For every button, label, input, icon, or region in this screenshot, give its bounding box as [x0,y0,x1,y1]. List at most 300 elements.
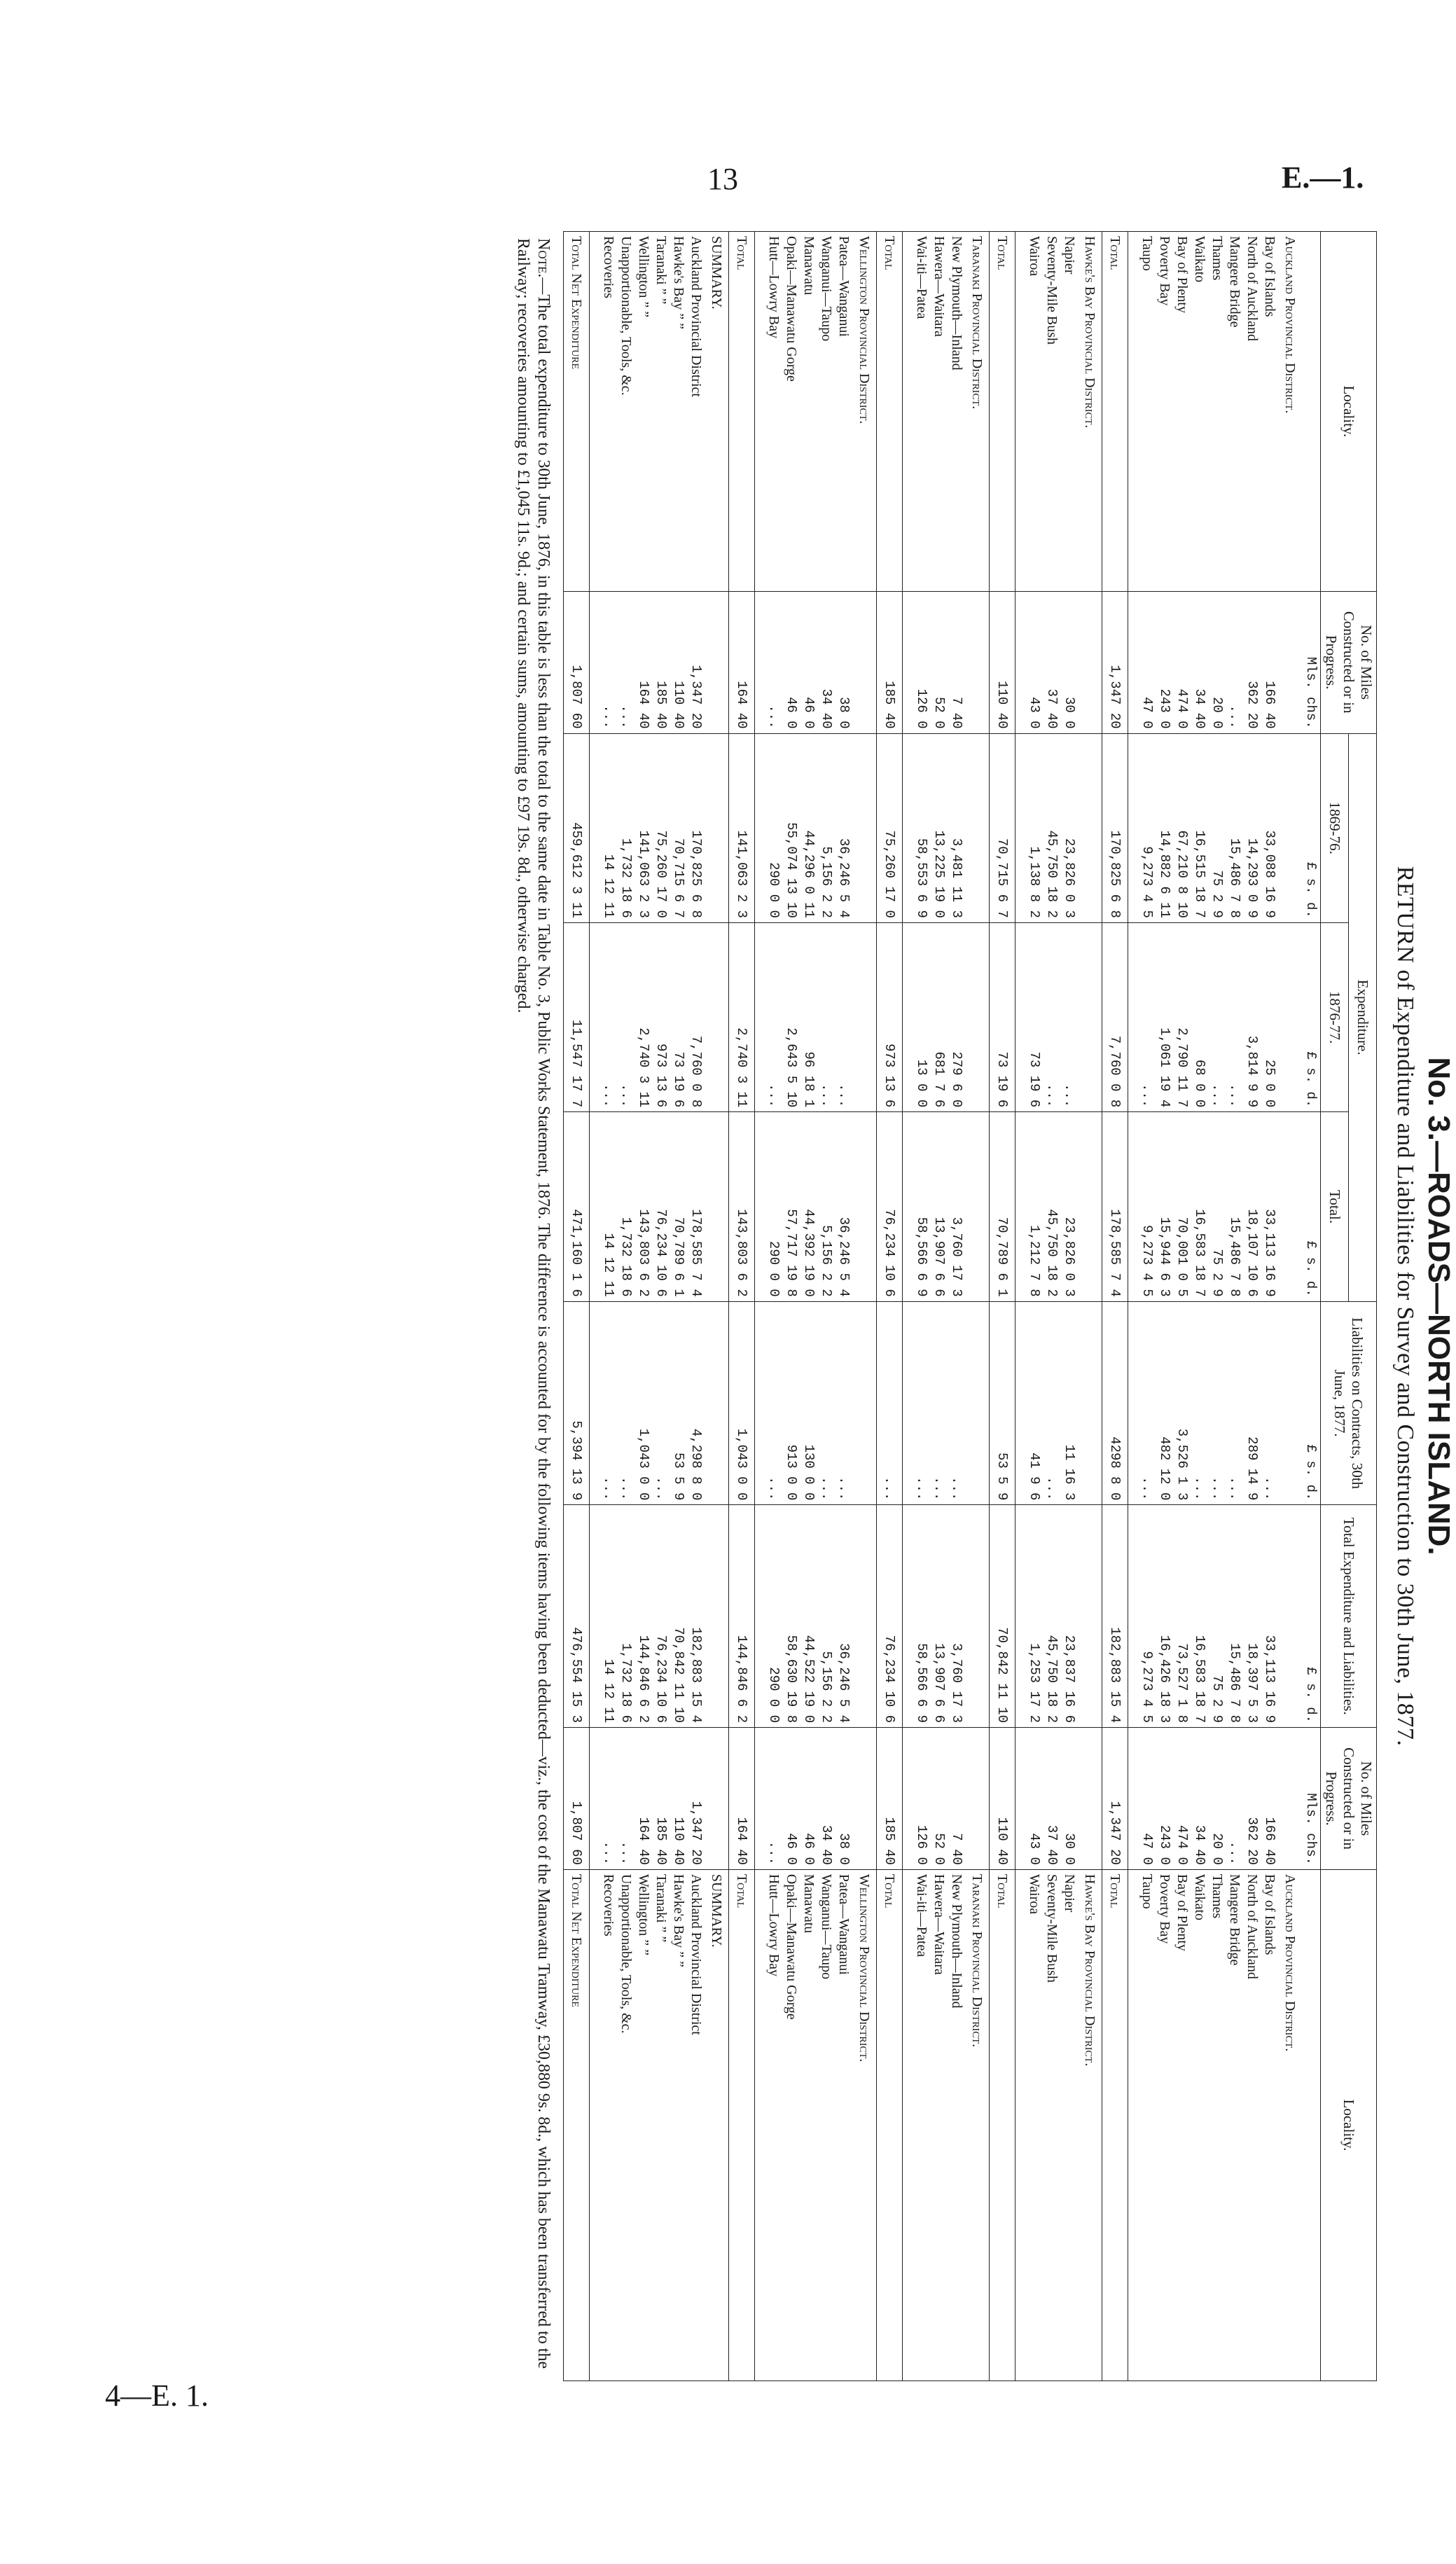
locality-cell: Napier [1060,232,1078,592]
expenditure-1876-77-cell: ... [1226,922,1243,1111]
locality-cell: Manawatu [800,232,817,592]
miles-cell: 1,347 20 [687,591,705,733]
unit-label: £ s. d. [1302,733,1321,922]
miles-cell-right: ... [617,1728,635,1870]
empty-cell [705,591,729,733]
locality-cell-right: Napier [1060,1869,1078,2381]
total-locality-cell-right: Total Net Expenditure [564,1869,590,2381]
section-heading: Wellington Provincial District. [852,1869,877,2381]
expenditure-1876-77-cell: ... [617,922,635,1111]
spacer-row [1128,232,1139,2381]
section-heading: Hawke's Bay Provincial District. [1078,232,1102,592]
liabilities-cell: ... [913,1301,930,1505]
expenditure-1869-76-cell: 75 2 9 [1208,733,1226,922]
liabilities-cell: 289 14 9 [1243,1301,1261,1505]
total-expenditure-liabilities-cell: 45,750 18 2 [1043,1505,1060,1728]
total-expenditure-liabilities-cell: 33,113 16 9 [1261,1505,1278,1728]
locality-cell-right: New Plymouth—Inland [948,1869,965,2381]
total-expenditure-liabilities-cell: 75 2 9 [1208,1505,1226,1728]
expenditure-1869-76-cell: 67,210 8 10 [1173,733,1191,922]
liabilities-cell: 913 0 0 [782,1301,800,1505]
miles-cell: 37 40 [1043,591,1060,733]
section-heading: Hawke's Bay Provincial District. [1078,1869,1102,2381]
units-row [1302,232,1321,2381]
expenditure-total-cell: 23,826 0 3 [1060,1112,1078,1301]
period-1869-76-header: 1869-76. [1321,733,1349,922]
total-expenditure-liabilities-cell: 1,253 17 2 [1025,1505,1043,1728]
locality-cell-right: Bay of Islands [1261,1869,1278,2381]
section-heading-row [1278,232,1302,2381]
empty-cell [965,1728,990,1870]
locality-cell-right: Seventy-Mile Bush [1043,1869,1060,2381]
section-heading-row [852,232,877,2381]
total-locality-cell-right: Total [990,1869,1015,2381]
locality-cell: Recoveries [599,232,617,592]
locality-cell: Waikato [1191,232,1208,592]
liabilities-cell: ... [1138,1301,1156,1505]
expenditure-1869-76-cell: 1,732 18 6 [617,733,635,922]
locality-cell: Auckland Provincial District [687,232,705,592]
empty-cell [1128,922,1139,1111]
expenditure-1876-77-cell: 2,643 5 10 [782,922,800,1111]
expenditure-1869-76-cell: 44,296 0 11 [800,733,817,922]
unit-label: £ s. d. [1302,1301,1321,1505]
total-expenditure-1869-76-cell: 141,063 2 3 [729,733,755,922]
rotated-page-content [112,231,1456,2381]
expenditure-1876-77-cell: ... [1043,922,1060,1111]
section-heading: Taranaki Provincial District. [965,1869,990,2381]
expenditure-1876-77-cell: 73 19 6 [1025,922,1043,1111]
empty-cell [705,1505,729,1728]
miles-cell-right: 30 0 [1060,1728,1078,1870]
total-liabilities-cell: ... [877,1301,903,1505]
miles-cell: ... [599,591,617,733]
locality-cell: Wairoa [1025,232,1043,592]
miles-cell-right: 185 40 [652,1728,670,1870]
empty-cell [1078,1505,1102,1728]
empty-cell [1128,232,1139,592]
empty-cell [590,1112,600,1301]
liabilities-cell: ... [1226,1301,1243,1505]
empty-cell [1128,591,1139,733]
total-miles-cell: 1,807 60 [564,591,590,733]
locality-cell-right: Unapportionable, Tools, &c. [617,1869,635,2381]
empty-cell [1015,1869,1026,2381]
total-expenditure-total-cell: 143,803 6 2 [729,1112,755,1301]
miles-cell: 185 40 [652,591,670,733]
liabilities-cell: 41 9 6 [1025,1301,1043,1505]
expenditure-1876-77-cell: 7,760 0 8 [687,922,705,1111]
expenditure-1876-77-cell: 1,061 19 4 [1156,922,1173,1111]
total-expenditure-liabilities-cell: 16,583 18 7 [1191,1505,1208,1728]
locality-cell: Seventy-Mile Bush [1043,232,1060,592]
spacer-row [590,232,600,2381]
empty-cell [965,1505,990,1728]
miles-header-right: No. of Miles Constructed or in Progress. [1321,1728,1377,1870]
expenditure-total-cell: 75 2 9 [1208,1112,1226,1301]
miles-cell-right: 46 0 [800,1728,817,1870]
total-expenditure-total-cell: 178,585 7 4 [1102,1112,1128,1301]
empty-cell [1128,1728,1139,1870]
miles-cell-right: 43 0 [1025,1728,1043,1870]
total-expenditure-liabilities-cell: 16,426 18 3 [1156,1505,1173,1728]
expenditure-return-table [563,231,1377,2381]
locality-cell-right: Patea—Wanganui [835,1869,852,2381]
expenditure-1869-76-cell: 23,826 0 3 [1060,733,1078,922]
liabilities-cell: ... [599,1301,617,1505]
expenditure-total-header: Total. [1321,1112,1349,1301]
expenditure-1869-76-cell: 58,553 6 9 [913,733,930,922]
table-row [1191,232,1208,2381]
empty-cell [1015,1112,1026,1301]
locality-cell: Wellington ” ” [635,232,652,592]
miles-cell: 47 0 [1138,591,1156,733]
expenditure-total-cell: 178,585 7 4 [687,1112,705,1301]
empty-cell [903,1505,913,1728]
expenditure-total-cell: 45,750 18 2 [1043,1112,1060,1301]
empty-cell [1128,1301,1139,1505]
expenditure-1876-77-cell: ... [1060,922,1078,1111]
expenditure-total-cell: 1,212 7 8 [1025,1112,1043,1301]
miles-cell: 20 0 [1208,591,1226,733]
table-row [913,232,930,2381]
liabilities-cell: ... [1208,1301,1226,1505]
expenditure-1869-76-cell: 1,138 8 2 [1025,733,1043,922]
expenditure-1869-76-cell: 14 12 11 [599,733,617,922]
total-miles-cell: 110 40 [990,591,1015,733]
expenditure-1876-77-cell: 3,814 9 9 [1243,922,1261,1111]
total-liabilities-cell: 4298 8 0 [1102,1301,1128,1505]
empty-cell [755,922,765,1111]
expenditure-total-cell: 9,273 4 5 [1138,1112,1156,1301]
empty-cell [755,591,765,733]
total-total-expenditure-liabilities-cell: 70,842 11 10 [990,1505,1015,1728]
table-row [1060,232,1078,2381]
empty-cell [590,1728,600,1870]
miles-cell: ... [765,591,782,733]
total-liabilities-cell: 53 5 9 [990,1301,1015,1505]
total-total-expenditure-liabilities-cell: 144,846 6 2 [729,1505,755,1728]
locality-cell: Opaki—Manawatu Gorge [782,232,800,592]
total-expenditure-liabilities-header: Total Expenditure and Liabilities. [1321,1505,1377,1728]
expenditure-total-cell: 18,107 10 6 [1243,1112,1261,1301]
liabilities-cell: 11 16 3 [1060,1301,1078,1505]
empty-cell [755,1505,765,1728]
miles-cell-right: 166 40 [1261,1728,1278,1870]
expenditure-total-cell: 16,583 18 7 [1191,1112,1208,1301]
expenditure-total-cell: 14 12 11 [599,1112,617,1301]
empty-cell [705,922,729,1111]
empty-cell [1278,1301,1302,1505]
empty-cell [903,1112,913,1301]
miles-cell-right: 126 0 [913,1728,930,1870]
liabilities-cell: ... [817,1301,835,1505]
section-heading-row [1078,232,1102,2381]
empty-cell [903,591,913,733]
total-expenditure-liabilities-cell: 18,397 5 3 [1243,1505,1261,1728]
section-heading-row [965,232,990,2381]
miles-cell-right: 38 0 [835,1728,852,1870]
expenditure-1876-77-cell: 96 18 1 [800,922,817,1111]
total-expenditure-1869-76-cell: 170,825 6 8 [1102,733,1128,922]
expenditure-1876-77-cell: ... [1208,922,1226,1111]
total-total-expenditure-liabilities-cell: 476,554 15 3 [564,1505,590,1728]
total-expenditure-liabilities-cell: 58,630 19 8 [782,1505,800,1728]
locality-cell: North of Auckland [1243,232,1261,592]
liabilities-header: Liabilities on Contracts, 30th June, 1877. [1321,1301,1377,1505]
empty-cell [1015,922,1026,1111]
miles-cell: 474 0 [1173,591,1191,733]
expenditure-1869-76-cell: 14,882 6 11 [1156,733,1173,922]
expenditure-1869-76-cell: 290 0 0 [765,733,782,922]
empty-cell [903,922,913,1111]
miles-cell-right: 47 0 [1138,1728,1156,1870]
page-reference: E.—1. [1282,160,1364,195]
empty-cell [1015,591,1026,733]
empty-cell [705,1112,729,1301]
empty-cell [852,1112,877,1301]
page-title: No. 3.—ROADS—NORTH ISLAND. [1422,1057,1456,1555]
empty-cell [1278,922,1302,1111]
empty-cell [965,1301,990,1505]
miles-cell: 110 40 [670,591,687,733]
locality-cell: Bay of Islands [1261,232,1278,592]
total-total-expenditure-liabilities-cell: 76,234 10 6 [877,1505,903,1728]
expenditure-1876-77-cell: 25 0 0 [1261,922,1278,1111]
locality-cell: Taranaki ” ” [652,232,670,592]
expenditure-1869-76-cell: 170,825 6 8 [687,733,705,922]
total-expenditure-liabilities-cell: 23,837 16 6 [1060,1505,1078,1728]
table-row [1025,232,1043,2381]
section-heading: SUMMARY. [705,232,729,592]
empty-cell [1078,1301,1102,1505]
expenditure-total-cell: 1,732 18 6 [617,1112,635,1301]
total-expenditure-1869-76-cell: 75,260 17 0 [877,733,903,922]
empty-cell [1278,1505,1302,1728]
expenditure-1869-76-cell: 13,225 19 0 [930,733,948,922]
locality-cell-right: Mangere Bridge [1226,1869,1243,2381]
empty-cell [903,1301,913,1505]
empty-cell [852,591,877,733]
total-expenditure-1876-77-cell: 2,740 3 11 [729,922,755,1111]
miles-cell: 30 0 [1060,591,1078,733]
liabilities-cell: ... [652,1301,670,1505]
table-row [835,232,852,2381]
locality-cell-right: Hawke's Bay ” ” [670,1869,687,2381]
expenditure-1876-77-cell: 68 0 0 [1191,922,1208,1111]
total-miles-cell-right: 164 40 [729,1728,755,1870]
table-row [1243,232,1261,2381]
miles-cell-right: 164 40 [635,1728,652,1870]
liabilities-cell: 3,526 1 3 [1173,1301,1191,1505]
table-row [599,232,617,2381]
table-row [687,232,705,2381]
empty-cell [590,733,600,922]
footnote-text: —The total expenditure to 30th June, 1876, in this table is less than the total to the same date in Table No. 3, Public Works Statement, 1876. The difference is accounted for by the following items having been deducted—viz., the cost of the Manawatu Tramway, £30,880 9s. 8d., which has been transferred to the Railway; recoveries amounting to £1,045 11s. 9d.; and certain sums, amounting to £97 19s. 8d., otherwise charged. [514,238,553,2369]
expenditure-total-cell: 44,392 19 0 [800,1112,817,1301]
liabilities-cell: ... [1191,1301,1208,1505]
liabilities-cell: 130 0 0 [800,1301,817,1505]
table-row [1043,232,1060,2381]
total-miles-cell: 185 40 [877,591,903,733]
total-expenditure-1876-77-cell: 973 13 6 [877,922,903,1111]
total-expenditure-liabilities-cell: 14 12 11 [599,1505,617,1728]
locality-cell-right: Taranaki ” ” [652,1869,670,2381]
spacer-row [755,232,765,2381]
empty-cell [1128,1112,1139,1301]
expenditure-1876-77-cell: 681 7 6 [930,922,948,1111]
total-miles-cell-right: 1,807 60 [564,1728,590,1870]
expenditure-total-cell: 76,234 10 6 [652,1112,670,1301]
liabilities-cell: 4,298 8 0 [687,1301,705,1505]
locality-cell-right: Recoveries [599,1869,617,2381]
empty-cell [1128,1505,1139,1728]
locality-cell: New Plymouth—Inland [948,232,965,592]
total-expenditure-liabilities-cell: 182,883 15 4 [687,1505,705,1728]
section-heading: SUMMARY. [705,1869,729,2381]
empty-cell [1128,1869,1139,2381]
total-miles-cell-right: 110 40 [990,1728,1015,1870]
empty-cell [852,922,877,1111]
empty-cell [590,922,600,1111]
miles-cell: 126 0 [913,591,930,733]
expenditure-1869-76-cell: 70,715 6 7 [670,733,687,922]
empty-cell [852,1301,877,1505]
miles-cell: 7 40 [948,591,965,733]
table-row [765,232,782,2381]
empty-cell [705,1728,729,1870]
empty-cell [1078,922,1102,1111]
expenditure-total-cell: 15,486 7 8 [1226,1112,1243,1301]
total-expenditure-liabilities-cell: 76,234 10 6 [652,1505,670,1728]
total-expenditure-liabilities-cell: 3,760 17 3 [948,1505,965,1728]
miles-cell: ... [1226,591,1243,733]
unit-label: £ s. d. [1302,1112,1321,1301]
spacer-row [903,232,913,2381]
miles-cell: 38 0 [835,591,852,733]
empty-cell [590,591,600,733]
empty-cell [755,1301,765,1505]
total-expenditure-1869-76-cell: 459,612 3 11 [564,733,590,922]
locality-cell: Thames [1208,232,1226,592]
expenditure-1869-76-cell: 3,481 11 3 [948,733,965,922]
table-row [635,232,652,2381]
page-number: 13 [707,162,738,196]
section-heading: Auckland Provincial District. [1278,1869,1302,2381]
table-row [782,232,800,2381]
table-row [617,232,635,2381]
empty-cell [1015,232,1026,592]
locality-cell-right: North of Auckland [1243,1869,1261,2381]
empty-cell [1278,1728,1302,1870]
expenditure-total-cell: 290 0 0 [765,1112,782,1301]
section-heading-row [705,232,729,2381]
total-expenditure-1876-77-cell: 11,547 17 7 [564,922,590,1111]
table-row [1261,232,1278,2381]
locality-cell-right: Opaki—Manawatu Gorge [782,1869,800,2381]
empty-cell [903,232,913,592]
empty-cell [705,733,729,922]
total-locality-cell: Total [990,232,1015,592]
locality-cell: Mangere Bridge [1226,232,1243,592]
section-heading: Auckland Provincial District. [1278,232,1302,592]
expenditure-header: Expenditure. [1349,733,1377,1301]
total-expenditure-total-cell: 471,160 1 6 [564,1112,590,1301]
total-locality-cell: Total [877,232,903,592]
expenditure-1876-77-cell: ... [817,922,835,1111]
expenditure-1876-77-cell: 973 13 6 [652,922,670,1111]
empty-cell [903,1728,913,1870]
total-row [729,232,755,2381]
empty-cell [1078,591,1102,733]
miles-cell-right: 474 0 [1173,1728,1191,1870]
section-heading: Taranaki Provincial District. [965,232,990,592]
locality-header: Locality. [1321,232,1377,592]
expenditure-total-cell: 36,246 5 4 [835,1112,852,1301]
period-1876-77-header: 1876-77. [1321,922,1349,1111]
miles-cell-right: 110 40 [670,1728,687,1870]
total-expenditure-total-cell: 70,789 6 1 [990,1112,1015,1301]
footnote-lead: Note. [534,238,553,278]
locality-cell-right: Bay of Plenty [1173,1869,1191,2381]
locality-cell-right: Taupo [1138,1869,1156,2381]
table-body [564,232,1321,2381]
expenditure-total-cell: 70,789 6 1 [670,1112,687,1301]
expenditure-1876-77-cell: ... [835,922,852,1111]
miles-cell-right: 1,347 20 [687,1728,705,1870]
footnote [513,238,553,2374]
table-row [652,232,670,2381]
miles-cell-right: 46 0 [782,1728,800,1870]
locality-cell: Unapportionable, Tools, &c. [617,232,635,592]
expenditure-1876-77-cell: ... [765,922,782,1111]
expenditure-1869-76-cell: 36,246 5 4 [835,733,852,922]
unit-label [1302,232,1321,592]
total-expenditure-liabilities-cell: 144,846 6 2 [635,1505,652,1728]
miles-cell: 164 40 [635,591,652,733]
locality-cell: Hutt—Lowry Bay [765,232,782,592]
liabilities-cell: ... [765,1301,782,1505]
expenditure-total-cell: 3,760 17 3 [948,1112,965,1301]
footer-reference: 4—E. 1. [105,2378,209,2413]
expenditure-1869-76-cell: 16,515 18 7 [1191,733,1208,922]
empty-cell [1015,1728,1026,1870]
total-expenditure-liabilities-cell: 36,246 5 4 [835,1505,852,1728]
miles-cell: 34 40 [817,591,835,733]
unit-label: Mls. chs. [1302,1728,1321,1870]
liabilities-cell: ... [1261,1301,1278,1505]
total-expenditure-liabilities-cell: 73,527 1 8 [1173,1505,1191,1728]
expenditure-1869-76-cell: 141,063 2 3 [635,733,652,922]
liabilities-cell: 1,043 0 0 [635,1301,652,1505]
miles-cell-right: 34 40 [1191,1728,1208,1870]
unit-label: £ s. d. [1302,1505,1321,1728]
empty-cell [965,1112,990,1301]
expenditure-total-cell: 13,907 6 6 [930,1112,948,1301]
empty-cell [755,733,765,922]
expenditure-1869-76-cell: 75,260 17 0 [652,733,670,922]
empty-cell [755,1869,765,2381]
empty-cell [1128,733,1139,922]
empty-cell [965,591,990,733]
empty-cell [965,733,990,922]
empty-cell [903,733,913,922]
total-locality-cell: Total [729,232,755,592]
expenditure-1869-76-cell: 55,074 13 10 [782,733,800,922]
empty-cell [1078,733,1102,922]
total-expenditure-liabilities-cell: 9,273 4 5 [1138,1505,1156,1728]
table-row [1173,232,1191,2381]
